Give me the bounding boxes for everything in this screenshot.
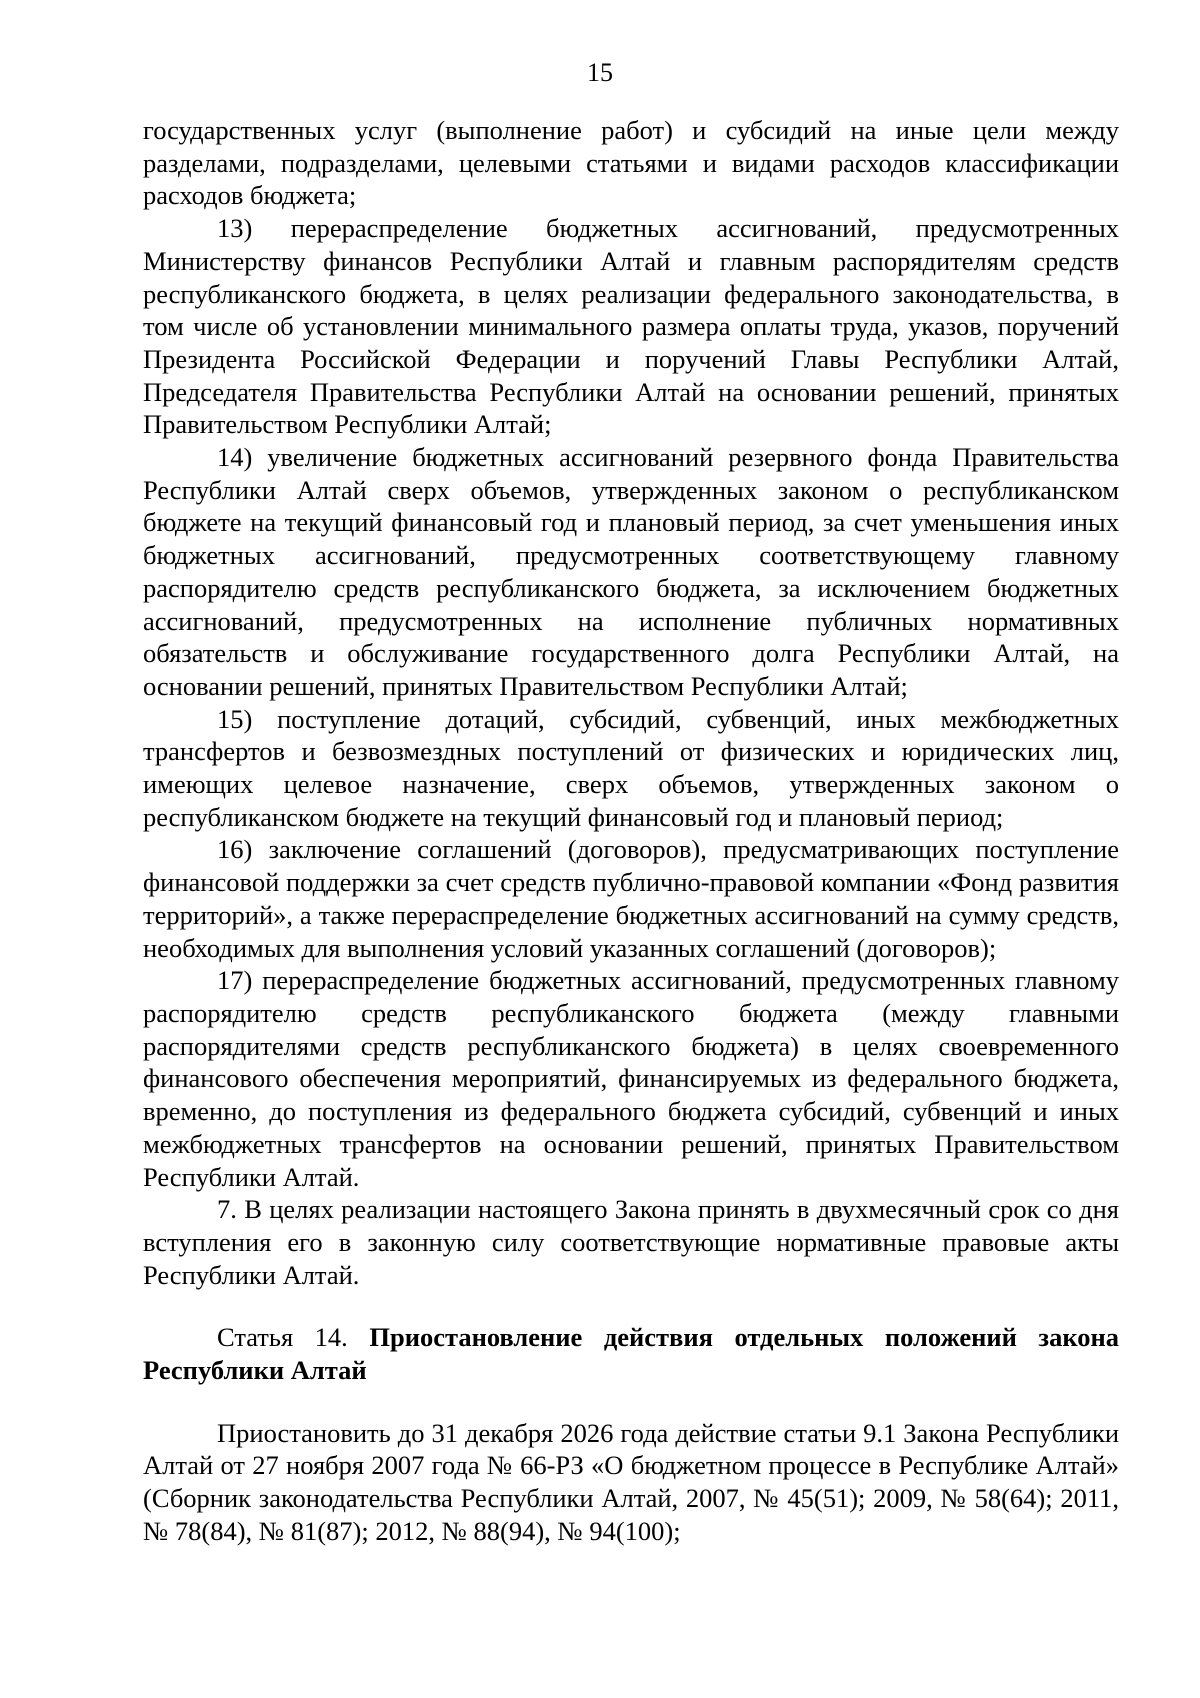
paragraph-continuation: государственных услуг (выполнение работ) и субсидий на иные цели между разделами, подразделами, целевыми статьями и видами расходов классификации расходов бюджета; bbox=[143, 115, 1119, 211]
list-item-15: 15) поступление дотаций, субсидий, субвенций, иных межбюджетных трансфертов и безвозмездных поступлений от физических и юридических лиц, имеющих целевое назначение, сверх объемов, утвержденных законом о республиканском бюджете на текущий финансовый год и плановый период; bbox=[143, 703, 1119, 832]
section-item-7: 7. В целях реализации настоящего Закона принять в двухмесячный срок со дня вступления его в законную силу соответствующие нормативные правовые акты Республики Алтай. bbox=[143, 1194, 1119, 1290]
list-item-16: 16) заключение соглашений (договоров), предусматривающих поступление финансовой поддержки за счет средств публично-правовой компании «Фонд развития территорий», а также перераспределение бюджетных ассигнований на сумму средств, необходимых для выполнения условий указанных соглашений (договоров); bbox=[143, 834, 1119, 963]
article-title: Приостановление действия отдельных положений закона Республики Алтай bbox=[143, 1322, 1120, 1386]
document-body bbox=[143, 114, 1119, 1548]
page-number: 15 bbox=[587, 58, 613, 87]
article-label: Статья 14. bbox=[217, 1322, 370, 1353]
article-text: Приостановить до 31 декабря 2026 года действие статьи 9.1 Закона Республики Алтай от 27 ноября 2007 года № 66-РЗ «О бюджетном процессе в Республике Алтай» (Сборник законодательства Республики Алтай, 2007, № 45(51); 2009, № 58(64); 2011, № 78(84), № 81(87); 2012, № 88(94), № 94(100); bbox=[143, 1417, 1119, 1546]
list-item-13: 13) перераспределение бюджетных ассигнований, предусмотренных Министерству финансов Республики Алтай и главным распорядителям средств республиканского бюджета, в целях реализации федерального законодательства, в том числе об установлении минимального размера оплаты труда, указов, поручений Президента Российской Федерации и поручений Главы Республики Алтай, Председателя Правительства Республики Алтай на основании решений, принятых Правительством Республики Алтай; bbox=[143, 213, 1119, 440]
article-heading bbox=[143, 1321, 1119, 1386]
list-item-14: 14) увеличение бюджетных ассигнований резервного фонда Правительства Республики Алтай сверх объемов, утвержденных законом о республиканском бюджете на текущий финансовый год и плановый период, за счет уменьшения иных бюджетных ассигнований, предусмотренных соответствующему главному распорядителю средств республиканского бюджета, за исключением бюджетных ассигнований, предусмотренных на исполнение публичных нормативных обязательств и обслуживание государственного долга Республики Алтай, на основании решений, принятых Правительством Республики Алтай; bbox=[143, 442, 1119, 701]
list-item-17: 17) перераспределение бюджетных ассигнований, предусмотренных главному распорядителю средств республиканского бюджета (между главными распорядителями средств республиканского бюджета) в целях своевременного финансового обеспечения мероприятий, финансируемых из федерального бюджета, временно, до поступления из федерального бюджета субсидий, субвенций и иных межбюджетных трансфертов на основании решений, принятых Правительством Республики Алтай. bbox=[143, 965, 1119, 1192]
